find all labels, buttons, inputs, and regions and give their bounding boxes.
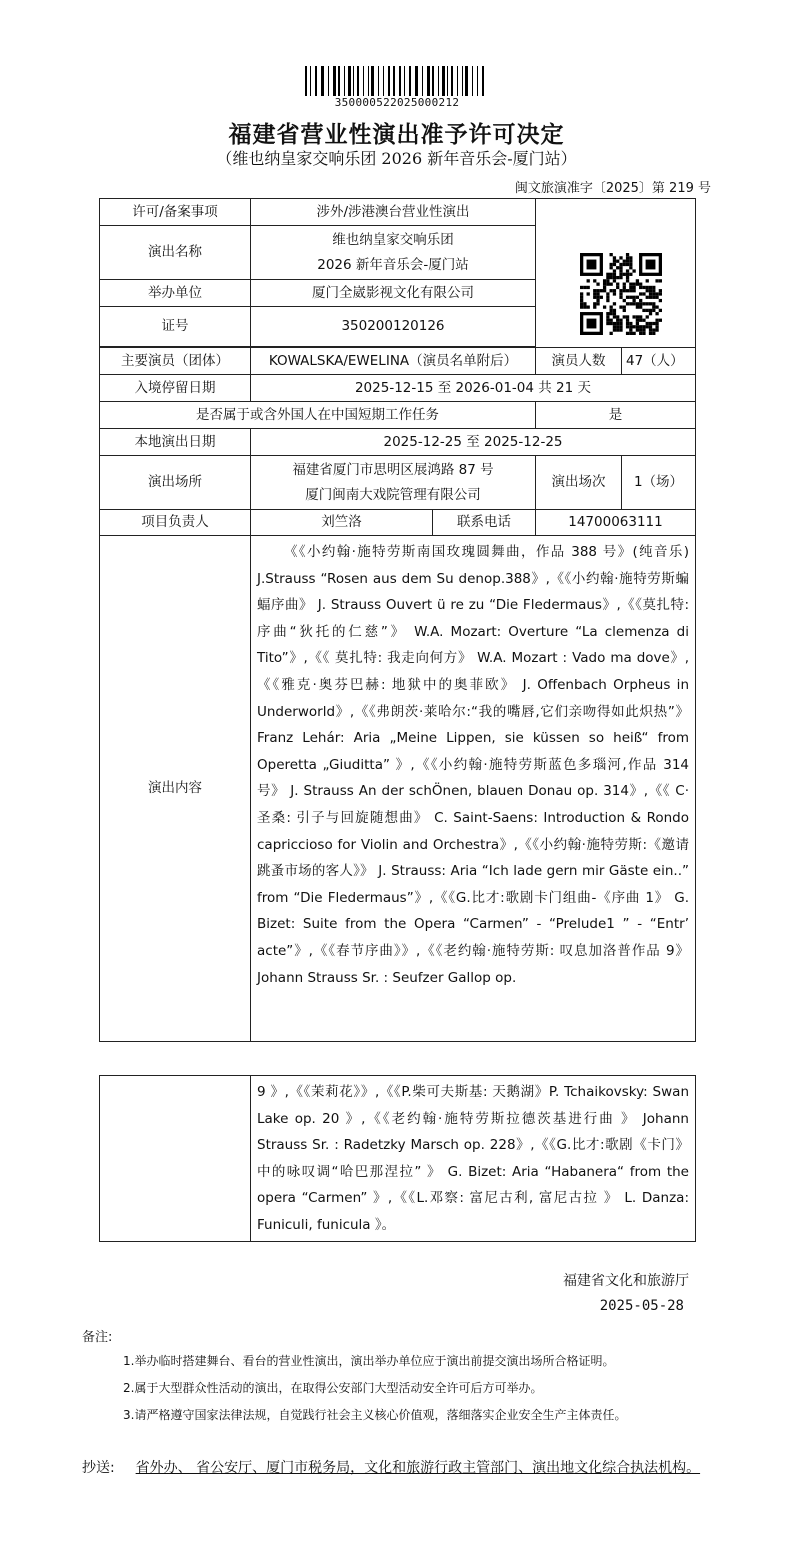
notes-title: 备注: [82,1330,113,1345]
continuation-label-cell [100,1076,251,1242]
qr-cell [536,199,696,348]
show-name-line1: 维也纳皇家交响乐团 [332,231,454,248]
license-value: 350200120126 [251,307,536,347]
organizer-label: 举办单位 [100,280,251,307]
cc-text: 省外办、 省公安厅、厦门市税务局，文化和旅游行政主管部门、演出地文化综合执法机构。 [135,1460,701,1476]
issuer: 福建省文化和旅游厅 [563,1273,689,1289]
performer-count-label: 演员人数 [536,348,622,375]
stay-label: 入境停留日期 [100,375,251,402]
performers-label: 主要演员（团体） [100,348,251,375]
short-work-label: 是否属于或含外国人在中国短期工作任务 [100,402,536,429]
note-item: 1.举办临时搭建舞台、看台的营业性演出，演出举办单位应于演出前提交演出场所合格证明。 [123,1354,615,1368]
permit-type-value: 涉外/涉港澳台营业性演出 [251,199,536,226]
manager-label: 项目负责人 [100,510,251,536]
note-item: 2.属于大型群众性活动的演出，在取得公安部门大型活动安全许可后方可举办。 [123,1381,543,1395]
permit-table [99,198,696,1042]
content-label: 演出内容 [100,536,251,1042]
venue-line2: 厦门闽南大戏院管理有限公司 [305,486,481,503]
content-cell [251,536,696,1042]
content-text: 《《小约翰·施特劳斯南国玫瑰圆舞曲，作品 388 号》(纯音乐) J.Strauss “Rosen aus dem Su denop.388》,《《小约翰·施特劳斯蝙蝠序曲》 J. Strauss Ouvert ü re zu “Die Fledermaus》,《《莫扎特:序曲“狄托的仁慈”》 W.A. Mozart: Overture “La clemenza di Tito”》,《《 莫扎特: 我走向何方》 W.A. Mozart : Vado ma dove》,《《雅克·奥芬巴赫: 地狱中的奥菲欧》 J. Offenbach Orpheus in Underworld》,《《弗朗茨·莱哈尔:“我的嘴唇,它们亲吻得如此炽热”》 Franz Lehár: Aria „Meine Lippen, sie küssen so heiß“ from Operetta „Giuditta” 》,《《小约翰·施特劳斯蓝色多瑙河,作品 314 号》 J. Strauss An der schÖnen, blauen Donau op. 314》,《《 C·圣桑: 引子与回旋随想曲》 C. Saint-Saens: Introduction & Rondo capriccioso for Violin and Orchestra》,《《小约翰·施特劳斯:《邀请跳蚤市场的客人》》 J. Strauss: Aria “Ich lade gern mir Gäste ein..” from “Die Fledermaus”》,《《G.比才:歌剧卡门组曲-《序曲 1》 G. Bizet: Suite from the Opera “Carmen” - “Prelude1 ” - “Entr’ acte”》,《《春节序曲》》,《《老约翰·施特劳斯: 叹息加洛普作品 9》 Johann Strauss Sr. : Seufzer Gallop op. [257,544,689,986]
document-title: 福建省营业性演出准予许可决定 [228,121,565,148]
venue-value [251,456,536,510]
performers-value: KOWALSKA/EWELINA（演员名单附后） [251,348,536,375]
sessions-value: 1（场） [622,456,696,510]
content-continuation-text: 9 》,《《茉莉花》》,《《P.柴可夫斯基: 天鹅湖》P. Tchaikovsky: Swan Lake op. 20 》,《《老约翰·施特劳斯拉德茨基进行曲 》 Johann Strauss Sr. : Radetzky Marsch op. 228》,《《G.比才:歌剧《卡门》中的咏叹调“哈巴那涅拉” 》 G. Bizet: Aria “Habanera“ from the opera “Carmen” 》,《《L.邓察: 富尼古利, 富尼古拉 》 L. Danza: Funiculi, funicula 》。 [257,1084,689,1233]
manager-name: 刘竺洛 [251,510,433,536]
qr-code-icon [580,253,662,335]
stay-value: 2025-12-15 至 2026-01-04 共 21 天 [251,375,696,402]
issue-date: 2025-05-28 [599,1298,684,1314]
local-date-label: 本地演出日期 [100,429,251,456]
show-name-value [251,226,536,280]
document-number: 闽文旅演准字〔2025〕第 219 号 [514,181,711,196]
show-name-line2: 2026 新年音乐会-厦门站 [317,256,469,273]
permit-type-label: 许可/备案事项 [100,199,251,226]
content-continuation-table [99,1075,696,1242]
cc-label: 抄送: [82,1460,115,1476]
organizer-value: 厦门全崴影视文化有限公司 [251,280,536,307]
venue-label: 演出场所 [100,456,251,510]
performer-count-value: 47（人） [622,348,696,375]
cc-section [82,1456,722,1480]
document-subtitle: （维也纳皇家交响乐团 2026 新年音乐会-厦门站） [216,149,577,168]
short-work-value: 是 [536,402,696,429]
sessions-label: 演出场次 [536,456,622,510]
barcode [305,66,489,96]
license-label: 证号 [100,307,251,347]
content-continuation-cell [251,1076,696,1242]
venue-line1: 福建省厦门市思明区展鸿路 87 号 [292,461,494,478]
note-item: 3.请严格遵守国家法律法规，自觉践行社会主义核心价值观，落细落实企业安全生产主体责任。 [123,1408,627,1422]
barcode-number: 350000522025000212 [334,96,460,109]
show-name-label: 演出名称 [100,226,251,280]
local-date-value: 2025-12-25 至 2025-12-25 [251,429,696,456]
phone-value: 14700063111 [536,510,696,536]
phone-label: 联系电话 [433,510,536,536]
